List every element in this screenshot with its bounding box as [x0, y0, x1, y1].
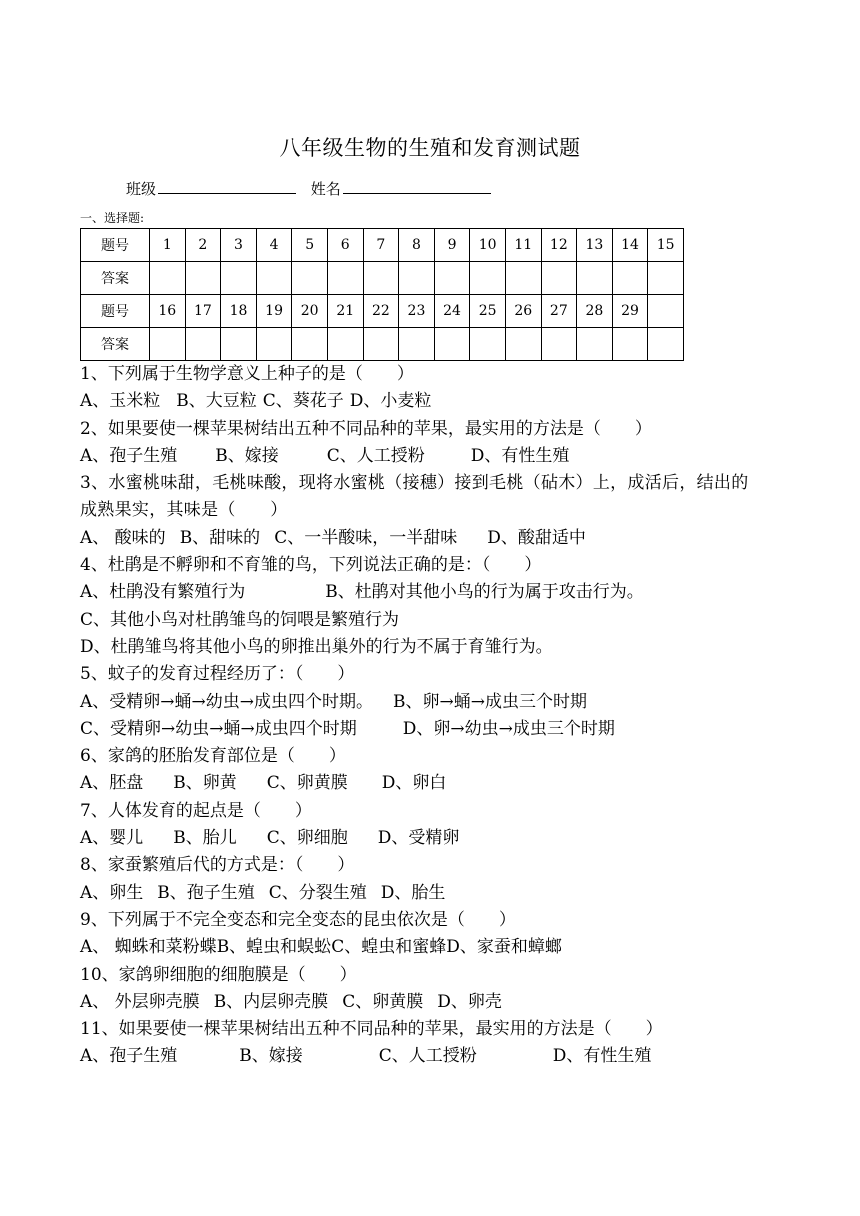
answer-cell[interactable]	[256, 328, 292, 361]
question-stem: 8、家蚕繁殖后代的方式是：（ ）	[80, 855, 355, 876]
question-options	[80, 934, 760, 961]
answer-cell[interactable]	[150, 328, 186, 361]
option[interactable]: D、胎生	[380, 882, 446, 903]
option[interactable]: B、胎儿	[173, 828, 237, 849]
option[interactable]: B、孢子生殖	[157, 882, 255, 903]
question-stem: 10、家鸽卵细胞的细胞膜是（ ）	[80, 964, 357, 985]
option[interactable]: B、甜味的	[179, 527, 261, 548]
question-stem: 11、如果要使一棵苹果树结出五种不同品种的苹果，最实用的方法是（ ）	[80, 1019, 663, 1040]
question-number: 15	[648, 229, 684, 262]
option[interactable]: A、卵生	[80, 882, 144, 903]
name-blank[interactable]	[343, 179, 491, 194]
question-options	[80, 880, 760, 907]
row-label: 题号	[81, 295, 150, 328]
answer-cell[interactable]	[399, 262, 435, 295]
question-number: 13	[577, 229, 613, 262]
question-stem: 2、如果要使一棵苹果树结出五种不同品种的苹果，最实用的方法是（ ）	[80, 418, 652, 439]
question-number: 29	[612, 295, 648, 328]
option[interactable]: D、卵→幼虫→成虫三个时期	[402, 718, 615, 739]
question-options	[80, 634, 760, 661]
answer-cell[interactable]	[541, 328, 577, 361]
option[interactable]: A、婴儿	[80, 828, 144, 849]
question-stem: 4、杜鹃是不孵卵和不育雏的鸟，下列说法正确的是：（ ）	[80, 555, 542, 576]
option[interactable]: C、蝗虫和蜜蜂	[331, 937, 447, 958]
question-options	[80, 825, 760, 852]
option[interactable]: A、 酸味的	[80, 527, 166, 548]
table-row	[81, 262, 684, 295]
option[interactable]: D、小麦粒	[349, 391, 432, 412]
question-number: 22	[363, 295, 399, 328]
question-options	[80, 716, 760, 743]
question-number: 5	[292, 229, 328, 262]
option[interactable]: B、蝗虫和蜈蚣	[216, 937, 332, 958]
option[interactable]: D、有性生殖	[552, 1046, 652, 1067]
answer-cell[interactable]	[612, 262, 648, 295]
option[interactable]: C、卵黄膜	[342, 991, 424, 1012]
option[interactable]: A、 外层卵壳膜	[80, 991, 200, 1012]
table-row	[81, 328, 684, 361]
page-title: 八年级生物的生殖和发育测试题	[279, 136, 581, 160]
question-number: 3	[221, 229, 257, 262]
option[interactable]: A、 蜘蛛和菜粉蝶	[80, 937, 217, 958]
answer-cell[interactable]	[541, 262, 577, 295]
option[interactable]: C、分裂生殖	[268, 882, 367, 903]
question-number: 6	[327, 229, 363, 262]
name-label: 姓名	[310, 180, 341, 198]
question-options	[80, 1043, 760, 1070]
answer-cell[interactable]	[292, 328, 328, 361]
table-row	[81, 295, 684, 328]
option[interactable]: A、孢子生殖	[80, 1046, 178, 1067]
answer-cell[interactable]	[399, 328, 435, 361]
option[interactable]: B、卵→蛹→成虫三个时期	[393, 691, 587, 712]
option[interactable]: B、杜鹃对其他小鸟的行为属于攻击行为。	[325, 582, 644, 603]
answer-cell[interactable]	[363, 328, 399, 361]
question-number: 14	[612, 229, 648, 262]
question-number: 25	[470, 295, 506, 328]
answer-cell[interactable]	[505, 328, 541, 361]
question-options	[80, 689, 760, 716]
table-row	[81, 229, 684, 262]
question-list	[80, 361, 760, 1071]
answer-cell[interactable]	[221, 262, 257, 295]
answer-cell[interactable]	[292, 262, 328, 295]
option[interactable]: A、胚盘	[80, 773, 144, 794]
question-stem: 7、人体发育的起点是（ ）	[80, 800, 312, 821]
option[interactable]: C、葵花子	[262, 391, 344, 412]
question-options	[80, 388, 760, 415]
answer-cell[interactable]	[327, 262, 363, 295]
question-options	[80, 607, 760, 634]
option[interactable]: D、卵白	[381, 773, 447, 794]
question-stem: 3、水蜜桃味甜，毛桃味酸，现将水蜜桃（接穗）接到毛桃（砧木）上，成活后，结出的成熟果实，其味是（ ）	[80, 473, 749, 521]
answer-cell[interactable]	[648, 262, 684, 295]
question-options	[80, 443, 760, 470]
question-number: 4	[256, 229, 292, 262]
question-number: 1	[150, 229, 186, 262]
question-number: 8	[399, 229, 435, 262]
answer-cell[interactable]	[505, 262, 541, 295]
question-options	[80, 770, 760, 797]
question-stem: 1、下列属于生物学意义上种子的是（ ）	[80, 364, 414, 384]
question-number: 27	[541, 295, 577, 328]
question-number: 11	[505, 229, 541, 262]
option[interactable]: D、受精卵	[377, 828, 460, 849]
option[interactable]: A、受精卵→蛹→幼虫→成虫四个时期。	[80, 691, 374, 712]
option[interactable]: C、其他小鸟对杜鹃雏鸟的饲喂是繁殖行为	[80, 609, 400, 630]
option[interactable]: D、酸甜适中	[487, 527, 586, 548]
question-options	[80, 989, 760, 1016]
option[interactable]: D、家蚕和蟑螂	[446, 937, 562, 958]
answer-cell[interactable]	[221, 328, 257, 361]
answer-cell[interactable]	[327, 328, 363, 361]
answer-cell[interactable]	[648, 328, 684, 361]
question-stem: 6、家鸽的胚胎发育部位是（ ）	[80, 746, 346, 767]
option[interactable]: C、受精卵→幼虫→蛹→成虫四个时期	[80, 718, 357, 739]
answer-cell[interactable]	[612, 328, 648, 361]
option[interactable]: B、嫁接	[215, 445, 279, 466]
option[interactable]: B、嫁接	[239, 1046, 303, 1067]
question-options	[80, 579, 760, 606]
answer-table	[80, 228, 684, 361]
question-number: 9	[434, 229, 470, 262]
option[interactable]: D、有性生殖	[470, 445, 570, 466]
answer-cell[interactable]	[470, 328, 506, 361]
option[interactable]: A、玉米粒	[80, 391, 161, 412]
question-number: 16	[150, 295, 186, 328]
option[interactable]: D、卵壳	[437, 991, 502, 1012]
question-stem: 5、蚊子的发育过程经历了：（ ）	[80, 664, 355, 685]
question-number: 24	[434, 295, 470, 328]
question-number: 23	[399, 295, 435, 328]
answer-cell[interactable]	[185, 328, 221, 361]
answer-cell[interactable]	[577, 262, 613, 295]
question-number: 7	[363, 229, 399, 262]
class-blank[interactable]	[158, 179, 296, 194]
question-stem: 9、下列属于不完全变态和完全变态的昆虫依次是（ ）	[80, 909, 516, 930]
answer-cell[interactable]	[150, 262, 186, 295]
option[interactable]: C、卵黄膜	[266, 773, 348, 794]
answer-cell[interactable]	[256, 262, 292, 295]
answer-cell[interactable]	[185, 262, 221, 295]
option[interactable]: A、杜鹃没有繁殖行为	[80, 582, 246, 603]
question-number: 21	[327, 295, 363, 328]
option[interactable]: C、卵细胞	[266, 828, 348, 849]
option[interactable]: D、杜鹃雏鸟将其他小鸟的卵推出巢外的行为不属于育雏行为。	[80, 636, 553, 657]
option[interactable]: B、内层卵壳膜	[213, 991, 329, 1012]
option[interactable]: B、大豆粒	[176, 391, 257, 412]
answer-cell[interactable]	[434, 328, 470, 361]
section-heading: 一、选择题:	[80, 211, 145, 225]
row-label: 题号	[81, 229, 150, 262]
question-number: 18	[221, 295, 257, 328]
option[interactable]: C、人工授粉	[378, 1046, 477, 1067]
question-number	[648, 295, 684, 328]
option[interactable]: C、一半酸味，一半甜味	[274, 527, 458, 548]
answer-cell[interactable]	[363, 262, 399, 295]
question-options	[80, 525, 760, 552]
answer-cell[interactable]	[434, 262, 470, 295]
student-info	[126, 178, 491, 199]
question-number: 12	[541, 229, 577, 262]
row-label: 答案	[81, 328, 150, 361]
question-number: 26	[505, 295, 541, 328]
option[interactable]: A、孢子生殖	[80, 445, 178, 466]
question-number: 20	[292, 295, 328, 328]
answer-cell[interactable]	[470, 262, 506, 295]
question-number: 19	[256, 295, 292, 328]
question-number: 2	[185, 229, 221, 262]
question-number: 28	[577, 295, 613, 328]
option[interactable]: C、人工授粉	[326, 445, 425, 466]
question-number: 10	[470, 229, 506, 262]
answer-cell[interactable]	[577, 328, 613, 361]
question-number: 17	[185, 295, 221, 328]
row-label: 答案	[81, 262, 150, 295]
class-label: 班级	[126, 180, 157, 198]
option[interactable]: B、卵黄	[173, 773, 237, 794]
